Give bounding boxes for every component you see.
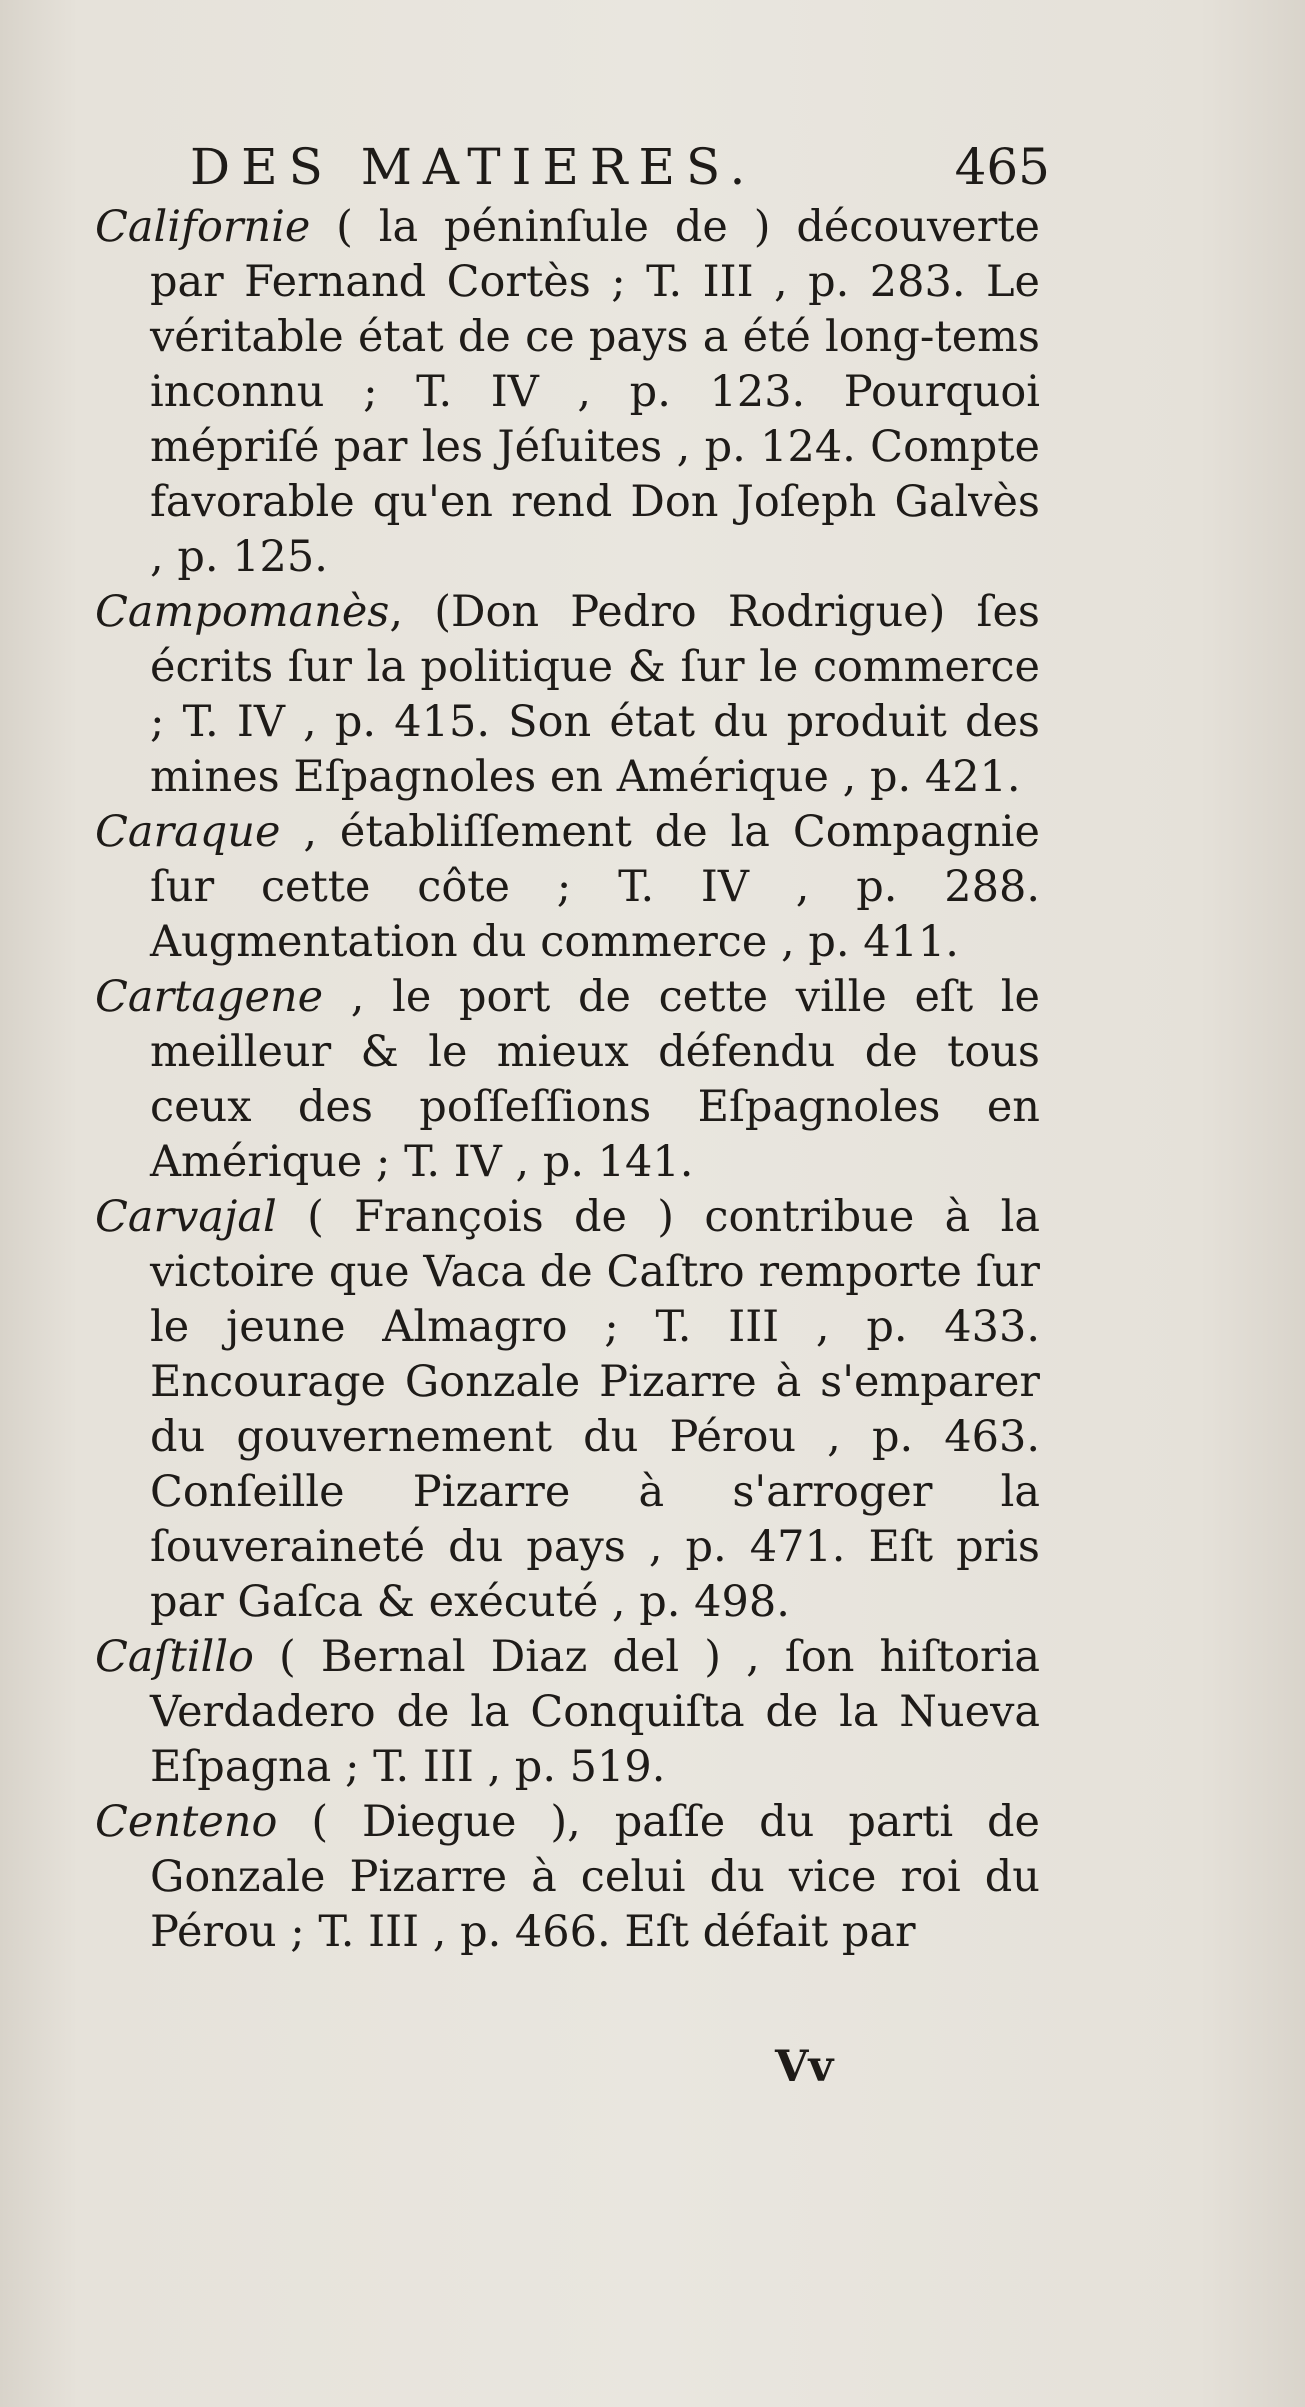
header-title: DES MATIERES. bbox=[190, 138, 757, 196]
entry-term: Carvajal bbox=[95, 1192, 277, 1242]
entry-term: Californie bbox=[95, 202, 311, 252]
entry-text: , établiſſement de la Compagnie ſur cette côte ; T. IV , p. 288. Augmentation du commerce , p. 411. bbox=[150, 807, 1040, 967]
running-header bbox=[190, 132, 1050, 202]
index-entry-castillo bbox=[95, 1630, 1040, 1795]
entry-term: Campomanès bbox=[95, 587, 390, 637]
index-entry-californie bbox=[95, 200, 1040, 585]
signature-mark: Vv bbox=[775, 2042, 834, 2092]
entry-term: Cartagene bbox=[95, 972, 324, 1022]
index-entry-carvajal bbox=[95, 1190, 1040, 1630]
entry-term: Centeno bbox=[95, 1797, 278, 1847]
entry-text: ( François de ) contribue à la victoire que Vaca de Caſtro remporte ſur le jeune Almagro ; T. III , p. 433. Encourage Gonzale Pizarre à s'emparer du gouvernement du Pérou , p. 463. Conſeille Pizarre à s'arroger la ſouveraineté du pays , p. 471. Eſt pris par Gaſca & exécuté , p. 498. bbox=[150, 1192, 1040, 1627]
index-entry-campomanes bbox=[95, 585, 1040, 805]
entry-term: Caſtillo bbox=[95, 1632, 254, 1682]
index-entry-caraque bbox=[95, 805, 1040, 970]
index-entries bbox=[95, 200, 1040, 1960]
entry-text: ( Bernal Diaz del ) , ſon hiſtoria Verdadero de la Conquiſta de la Nueva Eſpagna ; T. III , p. 519. bbox=[150, 1632, 1040, 1792]
entry-text: ( la péninſule de ) découverte par Fernand Cortès ; T. III , p. 283. Le véritable état de ce pays a été long-tems inconnu ; T. IV , p. 123. Pourquoi mépriſé par les Jéſuites , p. 124. Compte favorable qu'en rend Don Joſeph Galvès , p. 125. bbox=[150, 202, 1040, 582]
index-entry-centeno bbox=[95, 1795, 1040, 1960]
entry-text: , (Don Pedro Rodrigue) ſes écrits ſur la politique & ſur le commerce ; T. IV , p. 415. Son état du produit des mines Eſpagnoles en Amérique , p. 421. bbox=[150, 587, 1040, 802]
entry-text: , le port de cette ville eſt le meilleur & le mieux défendu de tous ceux des poſſeſſions Eſpagnoles en Amérique ; T. IV , p. 141. bbox=[150, 972, 1040, 1187]
entry-term: Caraque bbox=[95, 807, 281, 857]
entry-text: ( Diegue ), paſſe du parti de Gonzale Pizarre à celui du vice roi du Pérou ; T. III , p. 466. Eſt défait par bbox=[150, 1797, 1040, 1957]
index-entry-cartagene bbox=[95, 970, 1040, 1190]
page-number: 465 bbox=[954, 138, 1050, 196]
